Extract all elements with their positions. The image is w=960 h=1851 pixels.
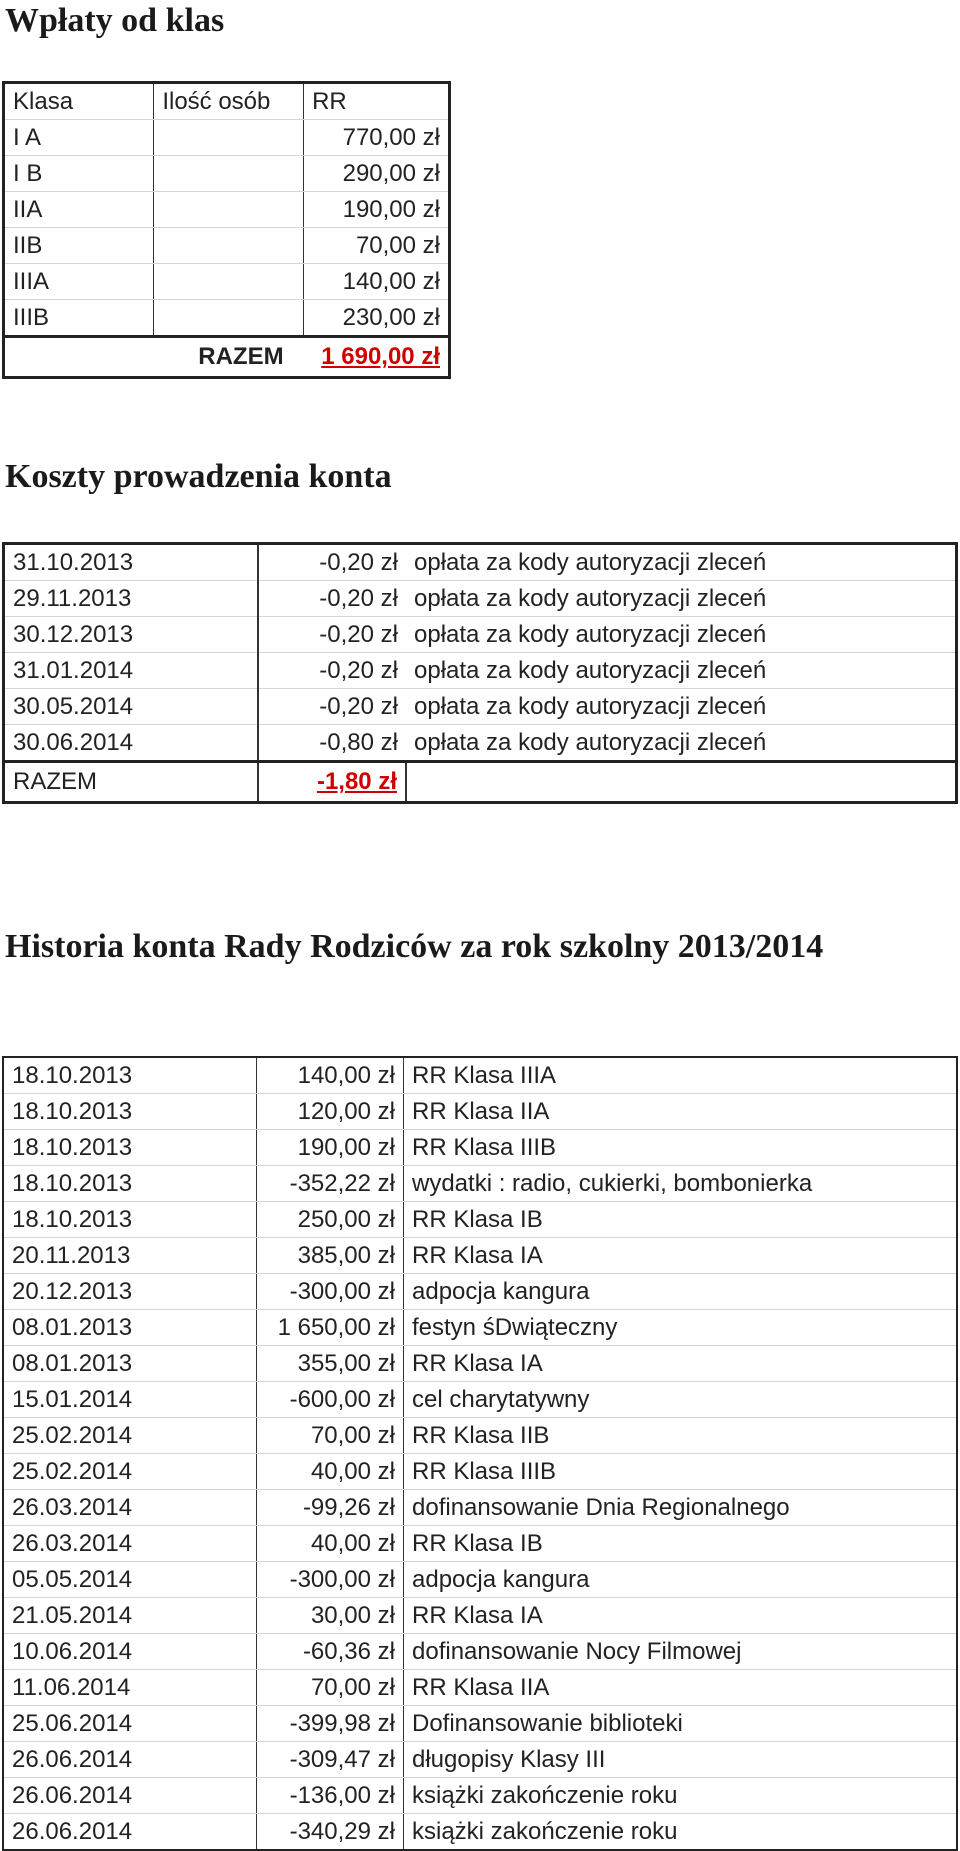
table-row xyxy=(3,1526,957,1562)
history-description: RR Klasa IIIB xyxy=(404,1130,958,1166)
total-label: RAZEM xyxy=(4,762,259,803)
cost-description: opłata za kody autoryzacji zleceń xyxy=(406,725,957,762)
account-costs-table xyxy=(2,542,958,804)
history-amount: -300,00 zł xyxy=(257,1274,404,1310)
history-amount: 1 650,00 zł xyxy=(257,1310,404,1346)
total-empty xyxy=(406,762,957,803)
table-row xyxy=(3,1166,957,1202)
table-row xyxy=(4,264,450,300)
history-date: 18.10.2013 xyxy=(3,1057,257,1094)
table-row xyxy=(3,1202,957,1238)
table-row xyxy=(4,300,450,337)
table-row xyxy=(4,156,450,192)
section-title-wplaty: Wpłaty od klas xyxy=(5,2,225,39)
cost-amount: -0,20 zł xyxy=(258,653,406,689)
history-description: RR Klasa IIIA xyxy=(404,1057,958,1094)
table-row xyxy=(3,1057,957,1094)
history-description: dofinansowanie Dnia Regionalnego xyxy=(404,1490,958,1526)
total-row xyxy=(4,337,450,378)
class-payments-table xyxy=(2,81,451,379)
table-row xyxy=(3,1094,957,1130)
history-date: 20.11.2013 xyxy=(3,1238,257,1274)
history-description: książki zakończenie roku xyxy=(404,1814,958,1851)
history-amount: 140,00 zł xyxy=(257,1057,404,1094)
history-amount: 120,00 zł xyxy=(257,1094,404,1130)
rr-amount: 770,00 zł xyxy=(304,120,450,156)
table-row xyxy=(3,1346,957,1382)
history-amount: -600,00 zł xyxy=(257,1382,404,1418)
rr-amount: 190,00 zł xyxy=(304,192,450,228)
history-description: RR Klasa IB xyxy=(404,1526,958,1562)
class-name: IIIB xyxy=(4,300,154,337)
history-amount: 30,00 zł xyxy=(257,1598,404,1634)
history-description: RR Klasa IA xyxy=(404,1598,958,1634)
history-date: 21.05.2014 xyxy=(3,1598,257,1634)
history-date: 25.02.2014 xyxy=(3,1418,257,1454)
history-amount: -99,26 zł xyxy=(257,1490,404,1526)
history-description: wydatki : radio, cukierki, bombonierka xyxy=(404,1166,958,1202)
history-amount: 385,00 zł xyxy=(257,1238,404,1274)
history-amount: 355,00 zł xyxy=(257,1346,404,1382)
table-row xyxy=(3,1130,957,1166)
history-date: 25.02.2014 xyxy=(3,1454,257,1490)
total-value: -1,80 zł xyxy=(258,762,406,803)
people-count xyxy=(154,192,304,228)
rr-amount: 230,00 zł xyxy=(304,300,450,337)
cost-amount: -0,20 zł xyxy=(258,689,406,725)
history-date: 20.12.2013 xyxy=(3,1274,257,1310)
history-date: 18.10.2013 xyxy=(3,1166,257,1202)
total-row xyxy=(4,762,957,803)
cost-date: 31.01.2014 xyxy=(4,653,259,689)
history-description: długopisy Klasy III xyxy=(404,1742,958,1778)
history-date: 26.06.2014 xyxy=(3,1742,257,1778)
history-description: adpocja kangura xyxy=(404,1274,958,1310)
history-description: książki zakończenie roku xyxy=(404,1778,958,1814)
history-date: 08.01.2013 xyxy=(3,1346,257,1382)
history-amount: -340,29 zł xyxy=(257,1814,404,1851)
people-count xyxy=(154,264,304,300)
cost-date: 30.12.2013 xyxy=(4,617,259,653)
table-header-row xyxy=(4,83,450,120)
table-row xyxy=(3,1454,957,1490)
table-row xyxy=(3,1598,957,1634)
table-row xyxy=(3,1238,957,1274)
total-value: 1 690,00 zł xyxy=(304,337,450,378)
history-amount: -136,00 zł xyxy=(257,1778,404,1814)
class-name: IIB xyxy=(4,228,154,264)
table-row xyxy=(3,1382,957,1418)
history-description: RR Klasa IIA xyxy=(404,1094,958,1130)
history-amount: -352,22 zł xyxy=(257,1166,404,1202)
table-row xyxy=(3,1634,957,1670)
history-amount: 40,00 zł xyxy=(257,1526,404,1562)
total-label: RAZEM xyxy=(4,337,304,378)
header-rr: RR xyxy=(304,83,450,120)
cost-amount: -0,80 zł xyxy=(258,725,406,762)
people-count xyxy=(154,120,304,156)
history-amount: -300,00 zł xyxy=(257,1562,404,1598)
cost-description: opłata za kody autoryzacji zleceń xyxy=(406,581,957,617)
history-amount: -309,47 zł xyxy=(257,1742,404,1778)
class-name: I B xyxy=(4,156,154,192)
header-klasa: Klasa xyxy=(4,83,154,120)
history-amount: 40,00 zł xyxy=(257,1454,404,1490)
table-row xyxy=(4,192,450,228)
history-date: 08.01.2013 xyxy=(3,1310,257,1346)
history-amount: 70,00 zł xyxy=(257,1670,404,1706)
class-name: I A xyxy=(4,120,154,156)
table-row xyxy=(4,653,957,689)
rr-amount: 140,00 zł xyxy=(304,264,450,300)
history-date: 25.06.2014 xyxy=(3,1706,257,1742)
people-count xyxy=(154,228,304,264)
cost-description: opłata za kody autoryzacji zleceń xyxy=(406,653,957,689)
history-date: 26.03.2014 xyxy=(3,1526,257,1562)
history-date: 18.10.2013 xyxy=(3,1094,257,1130)
table-row xyxy=(3,1562,957,1598)
table-row xyxy=(4,544,957,581)
section-title-historia: Historia konta Rady Rodziców za rok szkolny 2013/2014 xyxy=(5,928,824,965)
table-row xyxy=(3,1778,957,1814)
history-date: 18.10.2013 xyxy=(3,1130,257,1166)
table-row xyxy=(3,1418,957,1454)
cost-date: 30.05.2014 xyxy=(4,689,259,725)
cost-amount: -0,20 zł xyxy=(258,617,406,653)
class-name: IIIA xyxy=(4,264,154,300)
history-date: 26.03.2014 xyxy=(3,1490,257,1526)
history-date: 26.06.2014 xyxy=(3,1814,257,1851)
table-row xyxy=(3,1310,957,1346)
table-row xyxy=(3,1490,957,1526)
table-row xyxy=(4,120,450,156)
people-count xyxy=(154,156,304,192)
history-description: dofinansowanie Nocy Filmowej xyxy=(404,1634,958,1670)
cost-amount: -0,20 zł xyxy=(258,581,406,617)
history-amount: 70,00 zł xyxy=(257,1418,404,1454)
history-date: 11.06.2014 xyxy=(3,1670,257,1706)
history-description: cel charytatywny xyxy=(404,1382,958,1418)
history-amount: 250,00 zł xyxy=(257,1202,404,1238)
table-row xyxy=(4,617,957,653)
cost-date: 31.10.2013 xyxy=(4,544,259,581)
table-row xyxy=(3,1274,957,1310)
table-row xyxy=(3,1670,957,1706)
history-date: 10.06.2014 xyxy=(3,1634,257,1670)
history-amount: -399,98 zł xyxy=(257,1706,404,1742)
history-date: 18.10.2013 xyxy=(3,1202,257,1238)
cost-amount: -0,20 zł xyxy=(258,544,406,581)
cost-description: opłata za kody autoryzacji zleceń xyxy=(406,689,957,725)
cost-description: opłata za kody autoryzacji zleceń xyxy=(406,544,957,581)
history-description: festyn śDwiąteczny xyxy=(404,1310,958,1346)
history-description: Dofinansowanie biblioteki xyxy=(404,1706,958,1742)
table-row xyxy=(4,581,957,617)
class-name: IIA xyxy=(4,192,154,228)
people-count xyxy=(154,300,304,337)
history-amount: 190,00 zł xyxy=(257,1130,404,1166)
history-description: RR Klasa IB xyxy=(404,1202,958,1238)
table-row xyxy=(4,725,957,762)
history-description: adpocja kangura xyxy=(404,1562,958,1598)
history-amount: -60,36 zł xyxy=(257,1634,404,1670)
table-row xyxy=(3,1814,957,1851)
history-description: RR Klasa IA xyxy=(404,1238,958,1274)
history-date: 15.01.2014 xyxy=(3,1382,257,1418)
table-row xyxy=(3,1742,957,1778)
history-description: RR Klasa IIIB xyxy=(404,1454,958,1490)
cost-description: opłata za kody autoryzacji zleceń xyxy=(406,617,957,653)
account-history-table xyxy=(2,1056,958,1851)
cost-date: 29.11.2013 xyxy=(4,581,259,617)
history-description: RR Klasa IA xyxy=(404,1346,958,1382)
history-date: 05.05.2014 xyxy=(3,1562,257,1598)
rr-amount: 290,00 zł xyxy=(304,156,450,192)
table-row xyxy=(4,689,957,725)
table-row xyxy=(4,228,450,264)
history-date: 26.06.2014 xyxy=(3,1778,257,1814)
section-title-koszty: Koszty prowadzenia konta xyxy=(5,458,392,495)
header-ilosc-osob: Ilość osób xyxy=(154,83,304,120)
table-row xyxy=(3,1706,957,1742)
rr-amount: 70,00 zł xyxy=(304,228,450,264)
history-description: RR Klasa IIA xyxy=(404,1670,958,1706)
cost-date: 30.06.2014 xyxy=(4,725,259,762)
history-description: RR Klasa IIB xyxy=(404,1418,958,1454)
